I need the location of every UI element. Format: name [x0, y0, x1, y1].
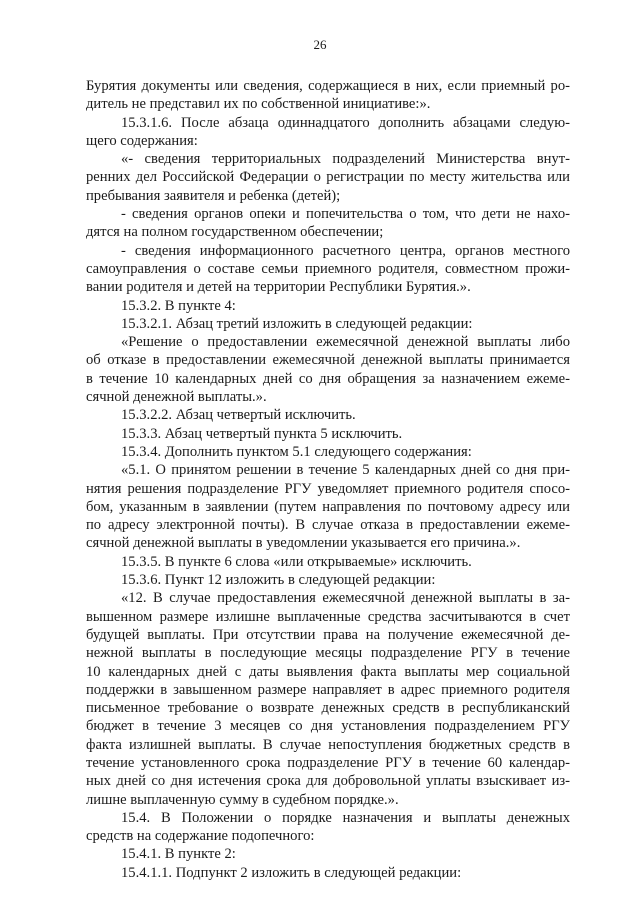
text-line: лишне выплаченную сумму в судебном порядке.».	[86, 791, 399, 808]
text-line: 15.3.2.1. Абзац третий изложить в следующей редакции:	[121, 315, 473, 332]
text-line: «Решение о предоставлении ежемесячной денежной выплаты либо	[121, 334, 570, 351]
text-line: нятия решения подразделение РГУ уведомляет приемного родителя спосо-	[86, 480, 570, 497]
text-line: Бурятия документы или сведения, содержащиеся в них, если приемный ро-	[86, 78, 570, 94]
text-line: сячной денежной выплаты в уведомлении указывается его причина.».	[86, 535, 521, 552]
text-line: «5.1. О принятом решении в течение 5 календарных дней со дня при-	[121, 462, 570, 479]
text-line: письменное требование о возврате денежных средств в республиканский	[86, 700, 570, 717]
text-line: 15.3.1.6. После абзаца одиннадцатого дополнить абзацами следую-	[121, 114, 570, 131]
text-line: поддержки в завышенном размере направляет в адрес приемного родителя	[86, 681, 570, 698]
text-line: самоуправления о составе семьи приемного родителя, совместном прожи-	[86, 260, 570, 277]
text-line: будущей выплаты. При отсутствии права на получение ежемесячной де-	[86, 626, 570, 643]
text-line: в течение 10 календарных дней со дня обращения за назначением ежеме-	[86, 370, 570, 387]
text-line: ных дней со дня истечения срока для добровольной уплаты взыскивает из-	[86, 773, 570, 790]
text-line: «- сведения территориальных подразделений Министерства внут-	[121, 151, 570, 168]
text-line: вании родителя и детей на территории Республики Бурятия.».	[86, 279, 471, 296]
text-line: об отказе в предоставлении ежемесячной денежной выплаты принимается	[86, 352, 570, 369]
page-number: 26	[313, 37, 327, 52]
text-line: 15.4.1.1. Подпункт 2 изложить в следующей редакции:	[121, 864, 462, 881]
text-line: - сведения органов опеки и попечительства о том, что дети не нахо-	[121, 206, 570, 223]
text-line: 15.4.1. В пункте 2:	[121, 846, 236, 863]
text-line: вышенном размере излишне выплаченные средства засчитываются в счет	[86, 608, 570, 625]
text-line: 15.3.5. В пункте 6 слова «или открываемые» исключить.	[121, 553, 472, 570]
text-line: пребывания заявителя и ребенка (детей);	[86, 187, 341, 204]
text-line: нежной выплаты в последующие месяцы подразделение РГУ в течение	[86, 645, 570, 662]
text-line: щего содержания:	[86, 132, 198, 149]
text-line: средств на содержание подопечного:	[86, 828, 315, 845]
text-line: бом, указанным в заявлении (путем направления по почтовому адресу или	[86, 498, 570, 515]
text-line: 15.3.6. Пункт 12 изложить в следующей редакции:	[121, 572, 436, 589]
text-line: факта излишней выплаты. В случае непоступления бюджетных средств в	[86, 736, 570, 753]
text-line: 15.3.2. В пункте 4:	[121, 297, 236, 314]
text-line: сячной денежной выплаты.».	[86, 389, 267, 406]
text-line: 15.3.2.2. Абзац четвертый исключить.	[121, 407, 356, 424]
text-line: - сведения информационного расчетного центра, органов местного	[121, 242, 570, 259]
document-body	[86, 77, 570, 882]
text-line: «12. В случае предоставления ежемесячной денежной выплаты в за-	[121, 590, 570, 607]
text-line: 15.3.4. Дополнить пунктом 5.1 следующего содержания:	[121, 443, 472, 460]
text-line: 15.4. В Положении о порядке назначения и выплаты денежных	[121, 809, 570, 826]
text-line: течение установленного срока подразделение РГУ в течение 60 календар-	[86, 754, 570, 771]
text-line: дятся на полном государственном обеспечении;	[86, 224, 384, 241]
text-line: по адресу электронной почты). В случае отказа в предоставлении ежеме-	[86, 517, 570, 534]
text-line: дитель не представил их по собственной инициативе:».	[86, 96, 431, 113]
text-line: 15.3.3. Абзац четвертый пункта 5 исключить.	[121, 425, 403, 442]
text-line: бюджет в течение 3 месяцев со дня установления подразделением РГУ	[86, 718, 570, 735]
text-line: ренних дел Российской Федерации о регистрации по месту жительства или	[86, 169, 570, 186]
text-line: 10 календарных дней с даты выявления факта выплаты мер социальной	[86, 663, 570, 680]
